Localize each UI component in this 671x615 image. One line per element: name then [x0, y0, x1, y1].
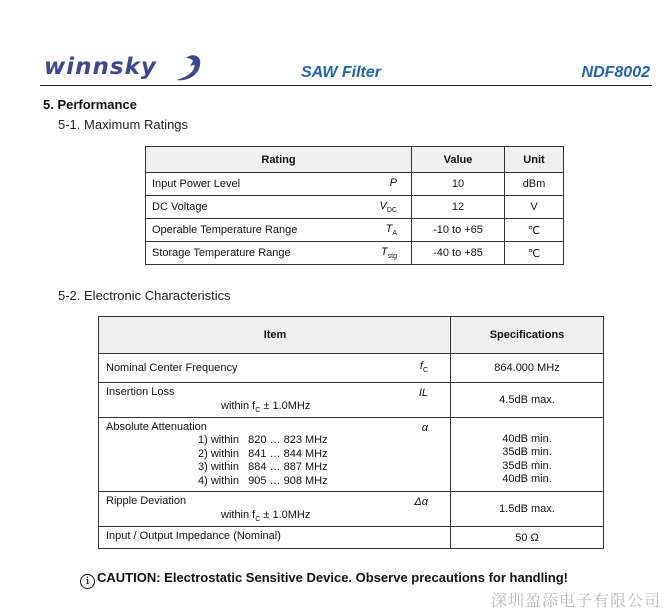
rating-symbol: P — [357, 173, 412, 196]
spec-value: 50 Ω — [451, 527, 604, 549]
electronic-characteristics-table — [98, 316, 604, 549]
header-value: Value — [412, 147, 505, 173]
spec-list — [451, 423, 603, 487]
caution-text: CAUTION: Electrostatic Sensitive Device. Observe precautions for handling! — [97, 570, 569, 585]
spec-value: 40dB min. — [502, 473, 552, 486]
header-item: Item — [99, 317, 451, 354]
spec-value: 1.5dB max. — [451, 492, 604, 527]
table-row — [99, 492, 604, 527]
rating-unit: V — [505, 196, 564, 219]
rating-unit: ℃ — [505, 242, 564, 265]
rating-unit: ℃ — [505, 219, 564, 242]
table-header-row — [146, 147, 564, 173]
rating-value: -10 to +65 — [412, 219, 505, 242]
info-icon: i — [80, 574, 95, 589]
item-name: Nominal Center Frequency — [106, 362, 238, 374]
item-cell — [99, 383, 451, 418]
header-rule — [40, 85, 652, 86]
subsection-title-ratings: 5-1. Maximum Ratings — [58, 117, 189, 132]
rating-name: Operable Temperature Range — [146, 219, 358, 242]
condition-item: 3) within 884 … 887 MHz — [198, 461, 328, 474]
watermark-text: 深圳盈添电子有限公司 — [490, 591, 661, 610]
item-name: Absolute Attenuation — [106, 421, 207, 434]
item-condition: within $f_C \pm 1.0MHz$ — [221, 509, 311, 524]
item-name: Input / Output Impedance (Nominal) — [106, 530, 281, 543]
table-row — [146, 173, 564, 196]
table-row — [99, 527, 604, 549]
rating-unit: dBm — [505, 173, 564, 196]
table-row — [99, 383, 604, 418]
item-condition: within $f_C \pm 1.0MHz$ — [221, 400, 311, 415]
condition-item: 4) within 905 … 908 MHz — [198, 474, 328, 487]
rating-symbol: $T_A$ — [357, 219, 412, 242]
rating-value: 12 — [412, 196, 505, 219]
rating-symbol: $V_{DC}$ — [357, 196, 412, 219]
item-name: Insertion Loss — [106, 386, 175, 398]
subsection-title-electronic: 5-2. Electronic Characteristics — [58, 288, 231, 303]
document-code: NDF8002 — [581, 64, 650, 81]
table-row — [146, 242, 564, 265]
spec-value: 35dB min. — [502, 446, 552, 459]
rating-name: Storage Temperature Range — [146, 242, 358, 265]
spec-value: 864.000 MHz — [451, 354, 604, 383]
spec-list-cell — [451, 418, 604, 492]
logo-swoosh-icon — [170, 52, 210, 86]
spec-value: 4.5dB max. — [451, 383, 604, 418]
table-row — [99, 418, 604, 492]
condition-list — [106, 434, 444, 488]
page-header — [40, 50, 652, 90]
table-header-row — [99, 317, 604, 354]
table-row — [146, 219, 564, 242]
rating-value: 10 — [412, 173, 505, 196]
header-rating: Rating — [146, 147, 412, 173]
company-logo — [44, 52, 214, 86]
item-cell — [99, 527, 451, 549]
item-symbol: α — [421, 422, 428, 435]
section-title: 5. Performance — [43, 97, 137, 112]
item-symbol: $f_C$ — [419, 360, 428, 375]
condition-item: 1) within 820 … 823 MHz — [198, 434, 328, 447]
logo-text: winnsky — [44, 54, 157, 80]
max-ratings-table — [145, 146, 564, 265]
caution-notice — [80, 570, 568, 589]
item-symbol: Δα — [414, 496, 428, 509]
header-unit: Unit — [505, 147, 564, 173]
item-cell — [99, 492, 451, 527]
rating-symbol: $T_{stg}$ — [357, 242, 412, 265]
rating-name: Input Power Level — [146, 173, 358, 196]
rating-value: -40 to +85 — [412, 242, 505, 265]
spec-value: 40dB min. — [502, 432, 552, 445]
item-cell — [99, 418, 451, 492]
header-specifications: Specifications — [451, 317, 604, 354]
item-symbol: IL — [418, 387, 428, 399]
condition-item: 2) within 841 … 844 MHz — [198, 447, 328, 460]
table-row — [99, 354, 604, 383]
table-row — [146, 196, 564, 219]
rating-name: DC Voltage — [146, 196, 358, 219]
spec-value: 35dB min. — [502, 459, 552, 472]
item-cell — [99, 354, 451, 383]
item-name: Ripple Deviation — [106, 495, 187, 508]
document-title: SAW Filter — [301, 64, 382, 81]
